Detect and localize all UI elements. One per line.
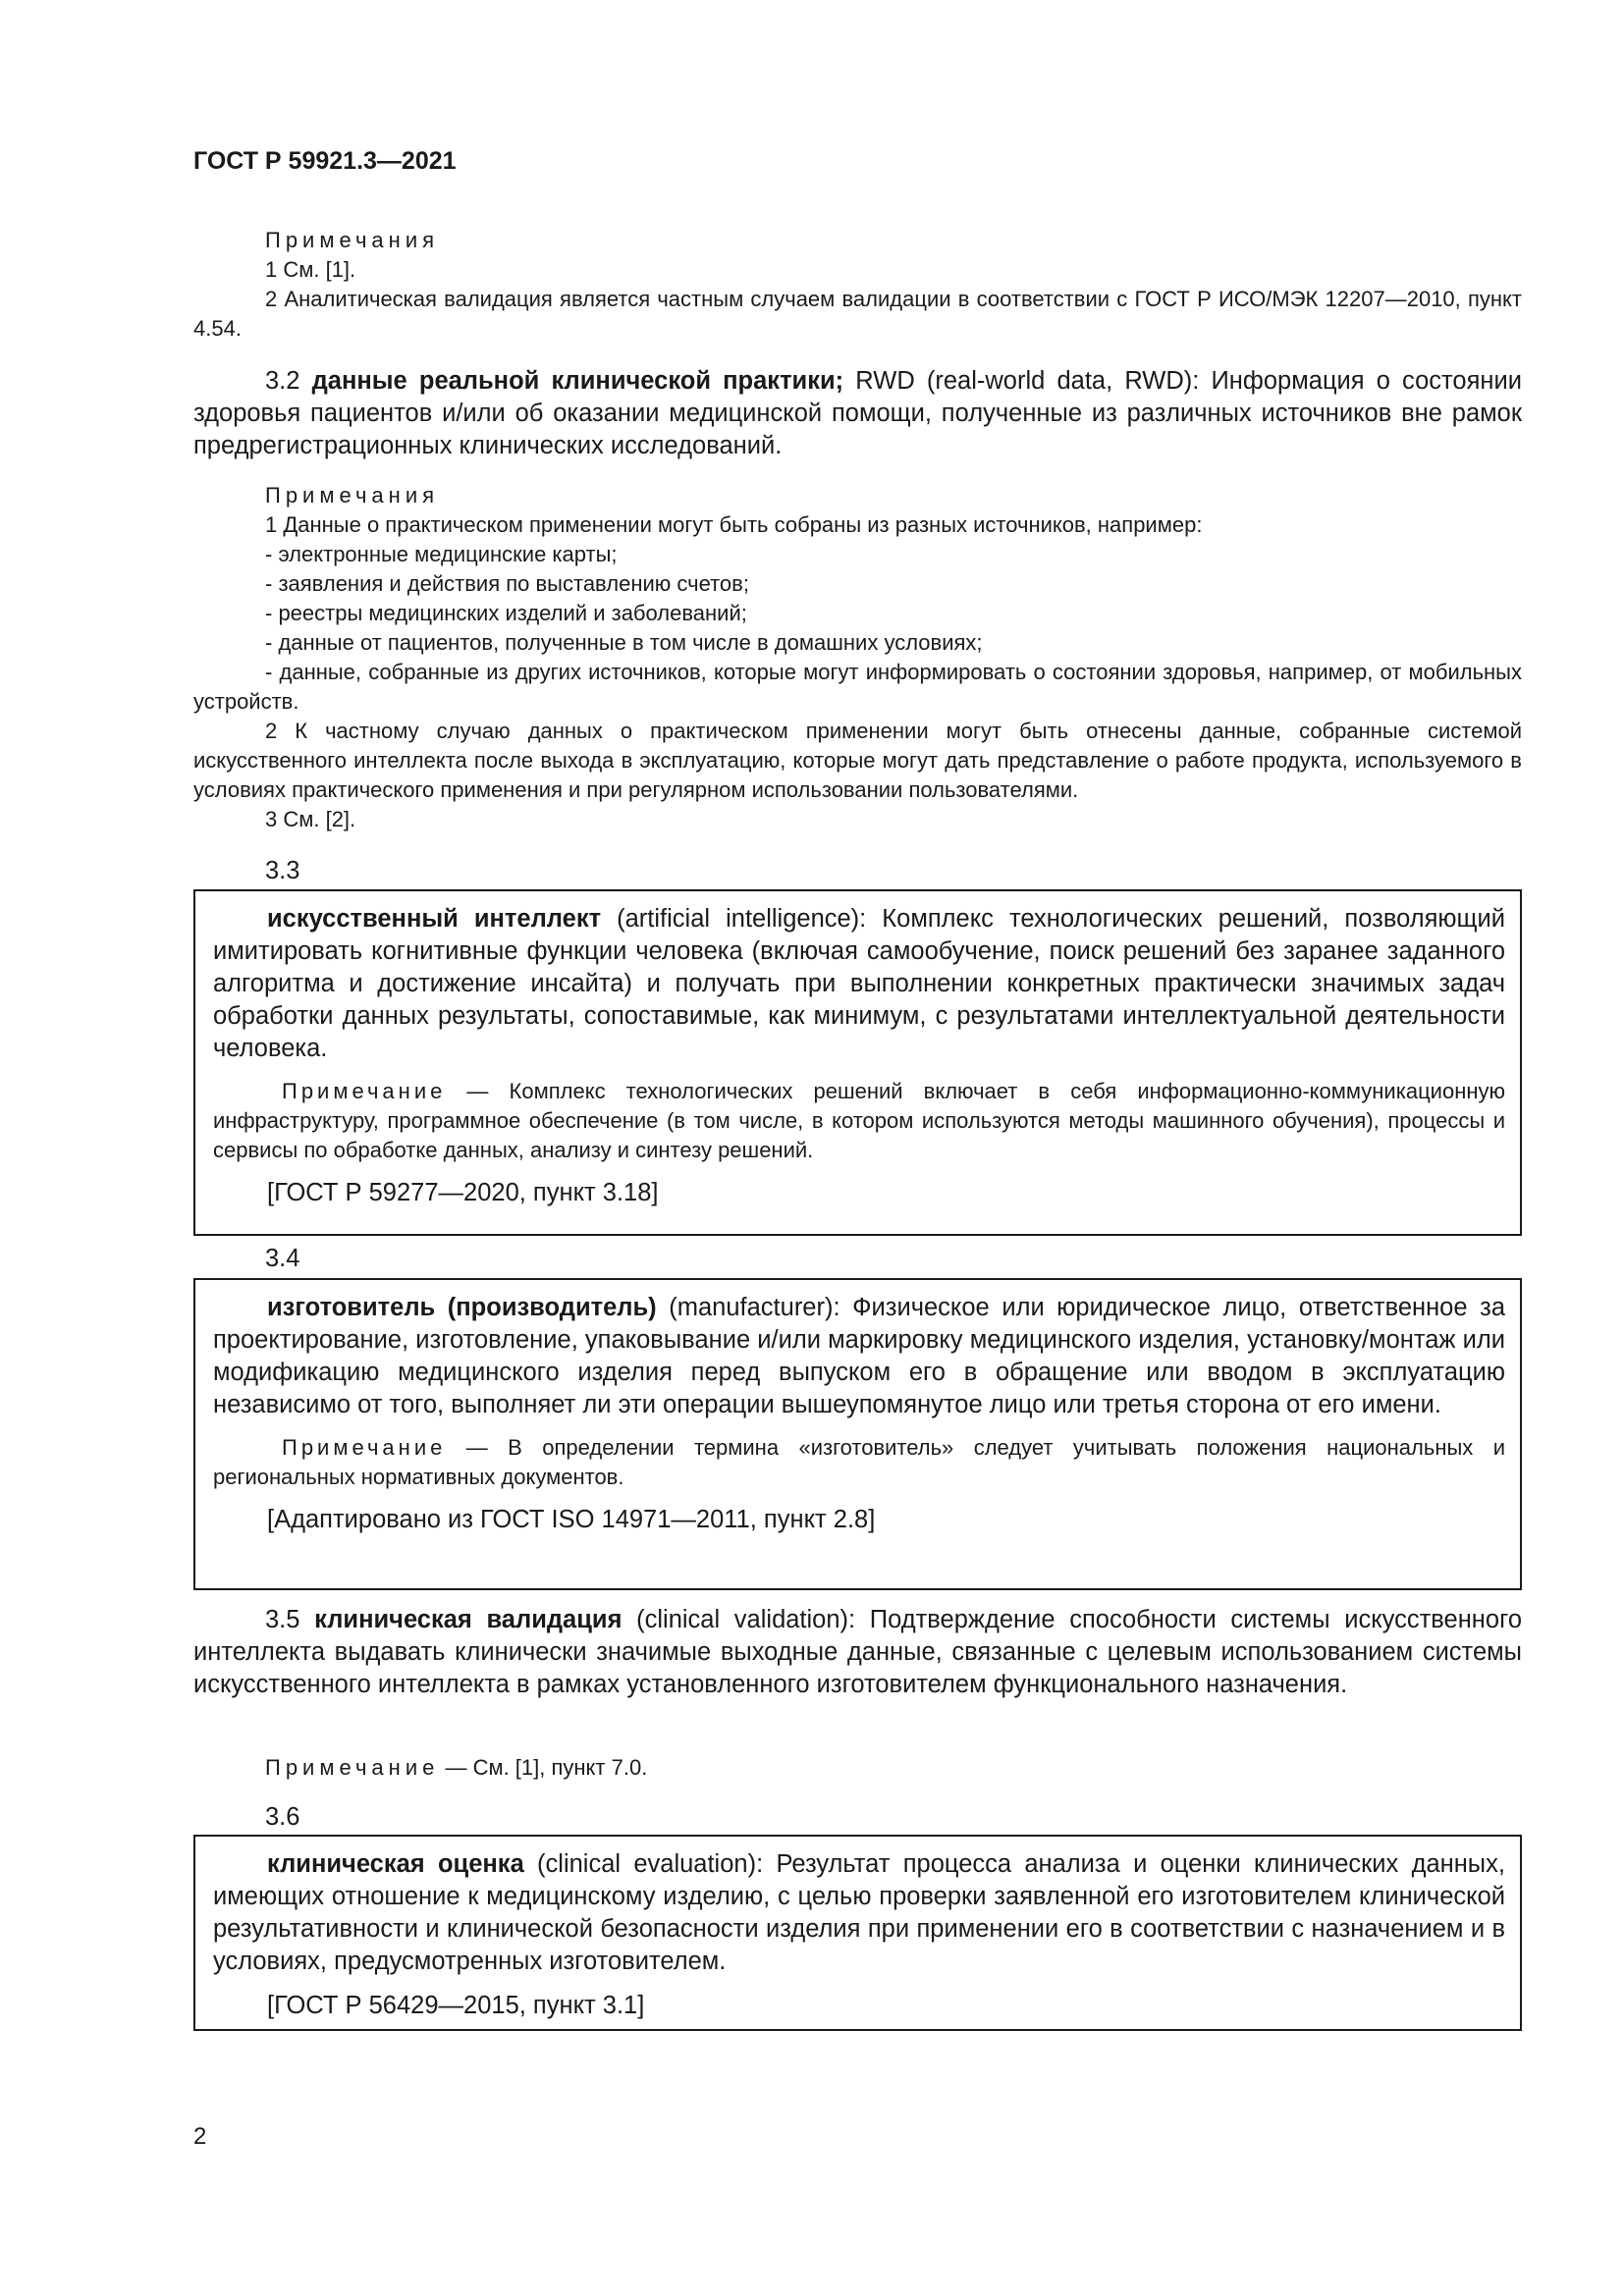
term: клиническая валидация xyxy=(314,1606,623,1633)
term: данные реальной клинической практики; xyxy=(311,367,844,395)
list-item: - реестры медицинских изделий и заболеваний; xyxy=(265,601,747,625)
clause-number: 3.5 xyxy=(265,1606,300,1633)
note-item: 1 См. [1]. xyxy=(265,257,356,282)
notes-title: Примечания xyxy=(265,483,440,507)
page-number: 2 xyxy=(193,2123,207,2150)
notes-title: Примечания xyxy=(265,228,440,252)
note-text: — Комплекс технологических решений включает в себя информационно-коммуникационную инфраструктуру, программное обеспечение (в том числе, в котором используются методы машинного обучения), процессы и сервисы по обработке данных, анализу и синтезу решений. xyxy=(213,1079,1505,1162)
note-item: 2 К частному случаю данных о практическом применении могут быть отнесены данные, собранные системой искусственного интеллекта после выхода в эксплуатацию, которые могут дать представление о работе продукта, используемого в условиях практического применения и при регулярном использовании пользователями. xyxy=(193,719,1522,802)
note-item: 2 Аналитическая валидация является частным случаем валидации в соответствии с ГОСТ Р ИСО/МЭК 12207—2010, пункт 4.54. xyxy=(193,287,1522,341)
list-item: - данные, собранные из других источников, которые могут информировать о состоянии здоровья, например, от мобильных устройств. xyxy=(193,660,1522,714)
definition-text: (clinical evaluation): Результат процесса анализа и оценки клинических данных, имеющих отношение к медицинскому изделию, с целью проверки заявленной его изготовителем клинической результативности и клинической безопасности изделия при применении его в соответствии с назначением и в условиях, предусмотренных изготовителем. xyxy=(213,1850,1505,1975)
note-text: — См. [1], пункт 7.0. xyxy=(439,1755,648,1780)
list-item: - заявления и действия по выставлению счетов; xyxy=(265,571,749,596)
clause-number: 3.4 xyxy=(265,1245,300,1272)
notes-3-2 xyxy=(193,481,1522,834)
notes-3-1 xyxy=(193,226,1522,344)
note-item: 3 См. [2]. xyxy=(265,807,356,831)
term: искусственный интеллект xyxy=(267,905,602,933)
source-reference: [ГОСТ Р 56429—2015, пункт 3.1] xyxy=(267,1992,645,2019)
definition-text: RWD (real-world data, RWD): Информация о состоянии здоровья пациентов и/или об оказании медицинской помощи, полученные из различных источников вне рамок предрегистрационных клинических исследований. xyxy=(193,367,1522,459)
note-label: Примечание xyxy=(282,1435,447,1460)
source-reference: [ГОСТ Р 59277—2020, пункт 3.18] xyxy=(267,1179,659,1206)
note-label: Примечание xyxy=(265,1755,440,1780)
list-item: - электронные медицинские карты; xyxy=(265,542,618,566)
clause-number: 3.6 xyxy=(265,1803,300,1831)
definition-text: (artificial intelligence): Комплекс технологических решений, позволяющий имитировать когнитивные функции человека (включая самообучение, поиск решений без заранее заданного алгоритма и достижение инсайта) и получать при выполнении конкретных практически значимых задач обработки данных результаты, сопоставимые, как минимум, с результатами интеллектуальной деятельности человека. xyxy=(213,905,1505,1062)
term: изготовитель (производитель) xyxy=(267,1294,657,1321)
note-3-5 xyxy=(193,1753,1522,1783)
term: клиническая оценка xyxy=(267,1850,524,1878)
note-item: 1 Данные о практическом применении могут быть собраны из разных источников, например: xyxy=(265,512,1203,537)
definition-text: (clinical validation): Подтверждение способности системы искусственного интеллекта выдавать клинически значимые выходные данные, связанные с целевым использованием системы искусственного интеллекта в рамках установленного изготовителем функционального назначения. xyxy=(193,1606,1522,1698)
document-header: ГОСТ Р 59921.3—2021 xyxy=(193,147,457,175)
note-label: Примечание xyxy=(282,1079,447,1103)
definition-text: (manufacturer): Физическое или юридическое лицо, ответственное за проектирование, изготовление, упаковывание и/или маркировку медицинского изделия, установку/монтаж или модификацию медицинского изделия перед выпуском его в обращение или вводом в эксплуатацию независимо от того, выполняет ли эти операции вышеупомянутое лицо или третья сторона от его имени. xyxy=(213,1294,1505,1418)
list-item: - данные от пациентов, полученные в том числе в домашних условиях; xyxy=(265,630,983,655)
note-text: — В определении термина «изготовитель» следует учитывать положения национальных и региональных нормативных документов. xyxy=(213,1435,1505,1489)
clause-number: 3.2 xyxy=(265,367,300,395)
definition-box-3-6 xyxy=(193,1835,1522,2031)
definition-box-3-4 xyxy=(193,1278,1522,1590)
definition-3-5 xyxy=(193,1604,1522,1701)
source-reference: [Адаптировано из ГОСТ ISO 14971—2011, пункт 2.8] xyxy=(267,1506,876,1533)
definition-3-2 xyxy=(193,365,1522,462)
clause-number: 3.3 xyxy=(265,857,300,884)
definition-box-3-3 xyxy=(193,889,1522,1236)
